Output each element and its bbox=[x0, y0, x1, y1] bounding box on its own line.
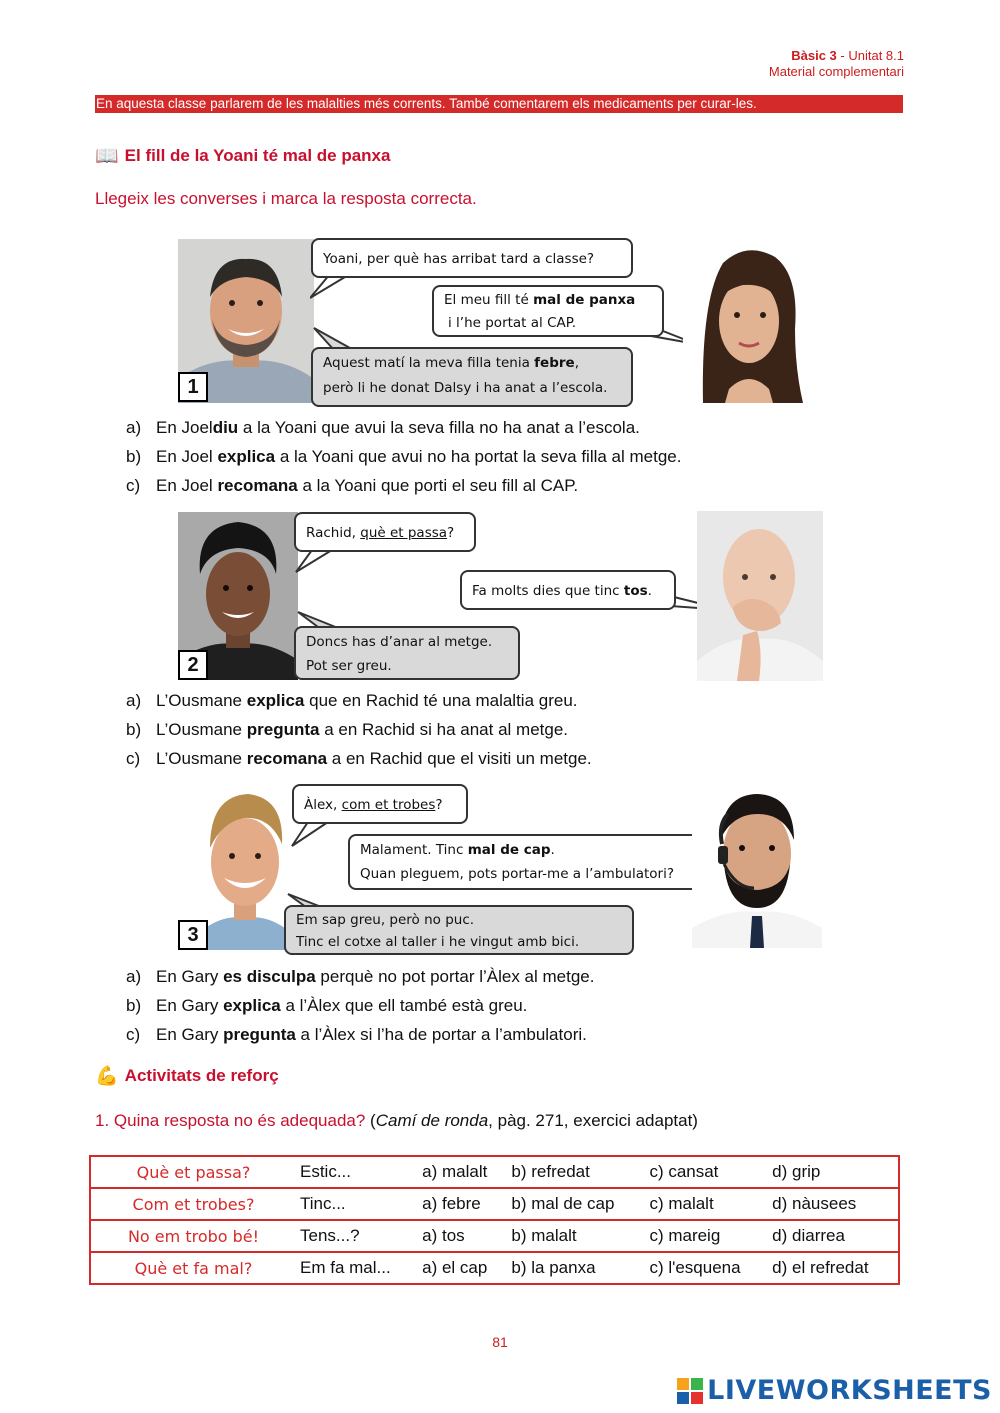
panel-number: 1 bbox=[178, 372, 208, 402]
table-row bbox=[90, 1252, 899, 1284]
prompt-cell: Tinc... bbox=[296, 1188, 418, 1220]
speech-bubble: Fa molts dies que tinc tos. bbox=[460, 570, 676, 610]
option-a[interactable]: a) En Gary es disculpa perquè no pot portar l’Àlex al metge. bbox=[126, 967, 595, 986]
answer-option[interactable]: a) malalt bbox=[418, 1156, 507, 1188]
table-row bbox=[90, 1188, 899, 1220]
speech-bubble: Yoani, per què has arribat tard a classe? bbox=[311, 238, 633, 278]
header-subtitle: Material complementari bbox=[768, 64, 904, 79]
answer-option[interactable]: d) diarrea bbox=[768, 1220, 899, 1252]
answer-option[interactable]: c) malalt bbox=[645, 1188, 768, 1220]
bubble-line: Aquest matí la meva filla tenia febre, bbox=[323, 355, 579, 371]
bubble-line: Malament. Tinc mal de cap. bbox=[360, 842, 555, 858]
open-book-icon: 📖 bbox=[95, 145, 119, 167]
option-b[interactable]: b) En Gary explica a l’Àlex que ell també està greu. bbox=[126, 996, 528, 1015]
answer-option[interactable]: a) el cap bbox=[418, 1252, 507, 1284]
answer-option[interactable]: d) nàusees bbox=[768, 1188, 899, 1220]
answer-options-1 bbox=[126, 413, 681, 500]
option-a[interactable]: a) L’Ousmane explica que en Rachid té una malaltia greu. bbox=[126, 691, 578, 710]
bubble-line: Tinc el cotxe al taller i he vingut amb bici. bbox=[296, 934, 580, 950]
underlined-phrase: com et trobes bbox=[341, 797, 436, 813]
panel-number: 3 bbox=[178, 920, 208, 950]
photo-rachid bbox=[697, 511, 823, 681]
prompt-cell: Tens...? bbox=[296, 1220, 418, 1252]
bubble-line: Pot ser greu. bbox=[306, 658, 392, 674]
unit-label: - Unitat 8.1 bbox=[836, 48, 904, 63]
option-a[interactable]: a) En Joel diu a la Yoani que avui la seva filla no ha anat a l’escola. bbox=[126, 418, 640, 437]
answer-option[interactable]: b) refredat bbox=[507, 1156, 645, 1188]
instruction: Llegeix les converses i marca la resposta correcta. bbox=[95, 189, 477, 208]
option-b[interactable]: b) L’Ousmane pregunta a en Rachid si ha anat al metge. bbox=[126, 720, 569, 739]
question-cell: No em trobo bé! bbox=[90, 1220, 296, 1252]
course-level: Bàsic 3 bbox=[791, 48, 837, 63]
table-row bbox=[90, 1156, 899, 1188]
speech-bubble bbox=[348, 834, 704, 890]
answer-option[interactable]: c) mareig bbox=[645, 1220, 768, 1252]
bubble-line: Em sap greu, però no puc. bbox=[296, 912, 475, 928]
exercise-title: 1. Quina resposta no és adequada? (Camí de ronda, pàg. 271, exercici adaptat) bbox=[95, 1111, 698, 1130]
answer-option[interactable]: b) malalt bbox=[507, 1220, 645, 1252]
prompt-cell: Estic... bbox=[296, 1156, 418, 1188]
section-title-text: Activitats de reforç bbox=[124, 1066, 279, 1085]
bubble-line: Doncs has d’anar al metge. bbox=[306, 634, 493, 650]
speech-bubble bbox=[294, 626, 520, 680]
question-cell: Què et passa? bbox=[90, 1156, 296, 1188]
answer-option[interactable]: c) cansat bbox=[645, 1156, 768, 1188]
exercise-table bbox=[89, 1155, 900, 1285]
liveworksheets-icon bbox=[677, 1378, 703, 1404]
table-row bbox=[90, 1220, 899, 1252]
intro-banner: En aquesta classe parlarem de les malalties més corrents. També comentarem els medicaments per curar-les. bbox=[95, 95, 903, 113]
prompt-cell: Em fa mal... bbox=[296, 1252, 418, 1284]
speech-bubble: Rachid, què et passa? bbox=[294, 512, 476, 552]
option-c[interactable]: c) En Joel recomana a la Yoani que porti el seu fill al CAP. bbox=[126, 476, 579, 495]
answer-options-3 bbox=[126, 962, 594, 1049]
photo-alex bbox=[692, 784, 822, 948]
bubble-line: però li he donat Dalsy i ha anat a l’escola. bbox=[323, 380, 608, 396]
question-cell: Com et trobes? bbox=[90, 1188, 296, 1220]
answer-option[interactable]: a) febre bbox=[418, 1188, 507, 1220]
question-cell: Què et fa mal? bbox=[90, 1252, 296, 1284]
underlined-phrase: què et passa bbox=[360, 525, 448, 541]
answer-option[interactable]: b) la panxa bbox=[507, 1252, 645, 1284]
speech-bubble: Àlex, com et trobes? bbox=[292, 784, 468, 824]
answer-option[interactable]: b) mal de cap bbox=[507, 1188, 645, 1220]
liveworksheets-text: LIVEWORKSHEETS bbox=[707, 1375, 992, 1406]
flexed-biceps-icon: 💪 bbox=[95, 1065, 119, 1087]
answer-option[interactable]: c) l'esquena bbox=[645, 1252, 768, 1284]
book-title: Camí de ronda bbox=[375, 1111, 489, 1130]
section-title-2 bbox=[95, 1066, 279, 1086]
answer-option[interactable]: a) tos bbox=[418, 1220, 507, 1252]
answer-option[interactable]: d) el refredat bbox=[768, 1252, 899, 1284]
exercise-question: 1. Quina resposta no és adequada? bbox=[95, 1111, 366, 1130]
section-title-1 bbox=[95, 146, 390, 166]
photo-gary bbox=[200, 786, 290, 950]
answer-options-2 bbox=[126, 686, 592, 773]
liveworksheets-logo bbox=[677, 1375, 992, 1406]
option-c[interactable]: c) L’Ousmane recomana a en Rachid que el visiti un metge. bbox=[126, 749, 592, 768]
header bbox=[769, 48, 904, 80]
section-title-text: El fill de la Yoani té mal de panxa bbox=[124, 146, 391, 165]
speech-bubble bbox=[311, 347, 633, 407]
answer-option[interactable]: d) grip bbox=[768, 1156, 899, 1188]
bubble-line: i l’he portat al CAP. bbox=[448, 315, 577, 331]
page-number: 81 bbox=[492, 1334, 508, 1350]
option-b[interactable]: b) En Joel explica a la Yoani que avui no ha portat la seva filla al metge. bbox=[126, 447, 682, 466]
bubble-line: El meu fill té mal de panxa bbox=[444, 292, 636, 308]
speech-bubble bbox=[432, 285, 664, 337]
photo-yoani bbox=[683, 239, 811, 403]
speech-bubble bbox=[284, 905, 634, 955]
bubble-line: Quan pleguem, pots portar-me a l’ambulatori? bbox=[360, 866, 674, 882]
panel-number: 2 bbox=[178, 650, 208, 680]
option-c[interactable]: c) En Gary pregunta a l’Àlex si l’ha de portar a l’ambulatori. bbox=[126, 1025, 587, 1044]
